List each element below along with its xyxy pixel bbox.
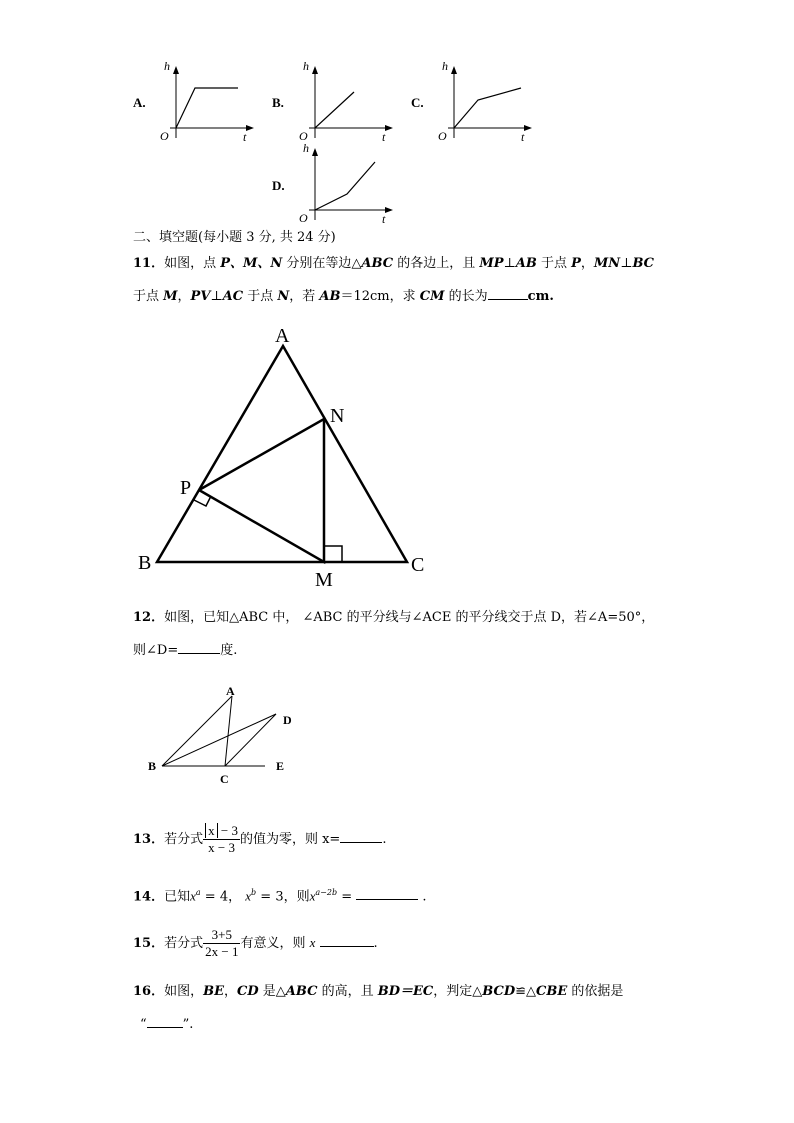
axis-h-label: h — [303, 141, 309, 155]
choice-c-graph — [428, 58, 538, 148]
q12-answer-blank[interactable] — [178, 640, 220, 654]
origin-label: O — [438, 129, 447, 143]
point-e-label: E — [276, 759, 285, 773]
origin-label: O — [299, 129, 308, 143]
q14-answer-blank[interactable] — [356, 886, 418, 900]
q11-figure — [130, 320, 440, 595]
axis-h-label: h — [164, 59, 170, 73]
vertex-b-label: B — [138, 552, 152, 574]
q13-fraction: $\frac{x - 3}{x - 3}$ — [203, 823, 240, 856]
vertex-a-label: A — [275, 325, 290, 347]
q15-answer-blank[interactable] — [320, 933, 374, 947]
point-m-label: M — [315, 569, 333, 591]
q13-line: 13．若分式 $\frac{x - 3}{x - 3}$ 的值为零，则 x= . — [133, 823, 387, 855]
q16-answer-blank[interactable] — [147, 1014, 183, 1028]
q12-figure — [140, 680, 310, 790]
q16-line1: 16．如图，BE，CD 是△ABC 的高，且 BD＝EC，判定△BCD≌△CBE 的依据是 — [133, 984, 624, 999]
vertex-c-label: C — [220, 772, 229, 786]
q12-line1: 12．如图，已知△ABC 中， ∠ABC 的平分线与∠ACE 的平分线交于点 D，若∠A=50°， — [133, 610, 655, 625]
choice-a-graph — [150, 58, 260, 148]
axis-t-label: t — [382, 130, 386, 144]
choice-d-graph — [289, 140, 399, 230]
q11-line1: 11．如图，点 P、M、N 分别在等边△ABC 的各边上，且 MP⊥AB 于点 P，MN⊥BC — [133, 256, 655, 271]
q14-line: 14．已知$x^a = 4$， $x^b = 3$，则$x^{a-2b}$ = . — [133, 888, 427, 905]
q16-line2: “ ”. — [140, 1014, 193, 1034]
q12-line2: 则∠D= 度. — [133, 640, 237, 660]
axis-h-label: h — [442, 59, 448, 73]
choice-d-label: D. — [272, 178, 285, 193]
q13-answer-blank[interactable] — [340, 829, 382, 843]
origin-label: O — [160, 129, 169, 143]
point-d-label: D — [283, 713, 292, 727]
vertex-a-label: A — [226, 684, 235, 698]
q15-fraction: $\frac{3+5}{2x - 1}$ — [205, 927, 239, 959]
vertex-c-label: C — [411, 554, 425, 576]
choice-b-graph — [289, 58, 399, 148]
origin-label: O — [299, 211, 308, 225]
q15-line: 15．若分式 $\frac{3+5}{2x - 1}$ 有意义，则 x . — [133, 927, 378, 959]
axis-t-label: t — [382, 212, 386, 226]
axis-h-label: h — [303, 59, 309, 73]
point-n-label: N — [330, 405, 345, 427]
axis-t-label: t — [521, 130, 525, 144]
q11-answer-blank[interactable] — [488, 286, 528, 300]
axis-t-label: t — [243, 130, 247, 144]
q11-line2: 于点 M，PV⊥AC 于点 N，若 AB＝12cm，求 CM 的长为 cm. — [133, 286, 554, 306]
choice-b-label: B. — [272, 95, 284, 110]
choice-c-label: C. — [411, 95, 424, 110]
vertex-b-label: B — [148, 759, 157, 773]
section-header: 二、填空题(每小题 3 分, 共 24 分) — [133, 230, 336, 245]
choice-a-label: A. — [133, 95, 146, 110]
point-p-label: P — [180, 477, 192, 499]
